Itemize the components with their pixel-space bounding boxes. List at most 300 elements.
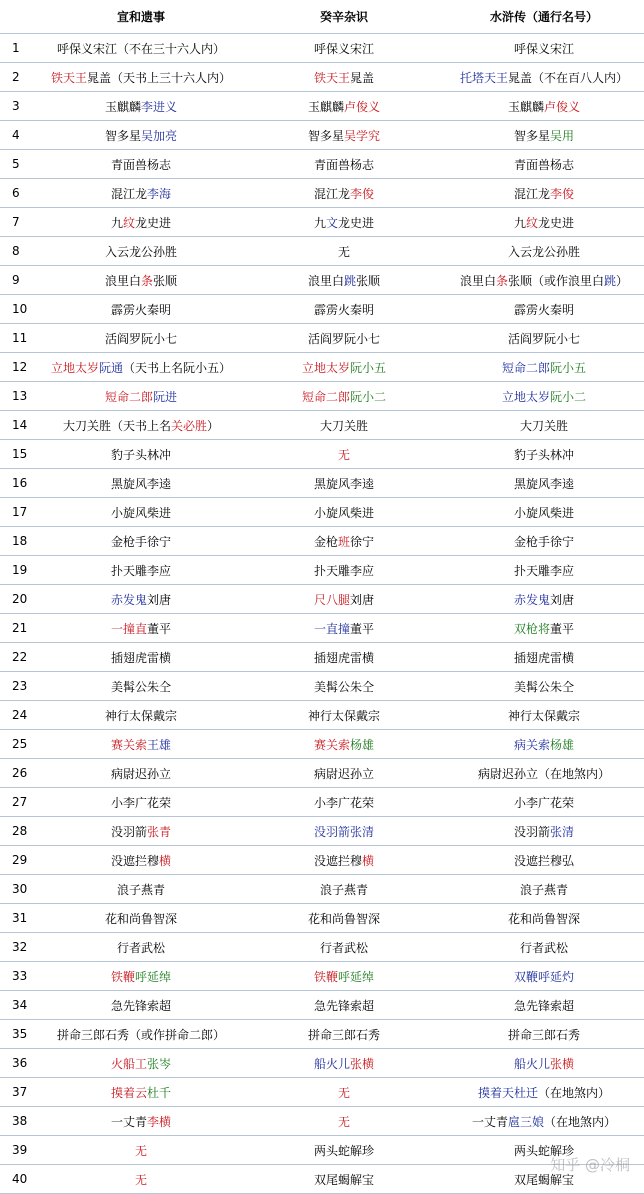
cell-guixin-zashi — [244, 411, 444, 440]
name-segment: （在地煞内） — [538, 1085, 611, 1100]
cell-xuanhe-yishi — [38, 846, 244, 875]
name-segment: 卢俊义 — [344, 99, 381, 114]
name-segment: 小旋风柴进 — [313, 505, 374, 520]
name-segment: 花和尚鲁智深 — [507, 911, 580, 926]
cell-shuihuzhuan — [444, 904, 644, 933]
name-segment: 杨雄 — [350, 737, 375, 752]
table-row — [0, 701, 644, 730]
name-segment: 条 — [140, 273, 153, 288]
name-segment: 智多星 — [307, 128, 344, 143]
name-segment: 没羽箭张清 — [313, 824, 374, 839]
table-row — [0, 1020, 644, 1049]
cell-guixin-zashi — [244, 759, 444, 788]
name-segment: 呼保义宋江 — [513, 41, 574, 56]
row-index: 3 — [0, 92, 38, 121]
table-row — [0, 498, 644, 527]
name-segment: 浪里白 — [104, 273, 141, 288]
row-index: 2 — [0, 63, 38, 92]
cell-xuanhe-yishi — [38, 208, 244, 237]
row-index: 33 — [0, 962, 38, 991]
name-segment: 豹子头林冲 — [110, 447, 171, 462]
name-segment: 九 — [313, 215, 326, 230]
name-segment: 大刀关胜（天书上名 — [62, 418, 171, 433]
row-index: 13 — [0, 382, 38, 411]
cell-guixin-zashi — [244, 846, 444, 875]
name-segment: 董平 — [147, 621, 172, 636]
name-segment: 一丈青 — [110, 1114, 147, 1129]
name-segment: 没遮拦穆 — [110, 853, 159, 868]
cell-shuihuzhuan — [444, 962, 644, 991]
cell-xuanhe-yishi — [38, 527, 244, 556]
name-segment: 一撞直 — [110, 621, 147, 636]
name-segment: 花和尚鲁智深 — [104, 911, 177, 926]
name-segment: 青面兽杨志 — [513, 157, 574, 172]
cell-shuihuzhuan — [444, 1078, 644, 1107]
cell-xuanhe-yishi — [38, 440, 244, 469]
name-segment: 智多星 — [104, 128, 141, 143]
name-segment: 活阎罗阮小七 — [104, 331, 177, 346]
table-row — [0, 875, 644, 904]
name-segment: 龙史进 — [538, 215, 575, 230]
cell-guixin-zashi — [244, 440, 444, 469]
cell-xuanhe-yishi — [38, 875, 244, 904]
name-segment: 跳 — [343, 273, 356, 288]
name-segment: 病尉迟孙立 — [110, 766, 171, 781]
cell-shuihuzhuan — [444, 121, 644, 150]
name-segment: 呼延绰 — [338, 969, 375, 984]
table-row — [0, 614, 644, 643]
row-index: 22 — [0, 643, 38, 672]
name-segment: （在地煞内） — [544, 1114, 617, 1129]
name-segment: 浪里白 — [307, 273, 344, 288]
name-segment: 没遮拦穆 — [313, 853, 362, 868]
cell-guixin-zashi — [244, 353, 444, 382]
cell-xuanhe-yishi — [38, 904, 244, 933]
cell-shuihuzhuan — [444, 933, 644, 962]
row-index: 37 — [0, 1078, 38, 1107]
name-segment: 行者武松 — [116, 940, 165, 955]
name-segment: 神行太保戴宗 — [307, 708, 380, 723]
name-segment: 张岑 — [147, 1056, 172, 1071]
name-segment: 美髯公朱仝 — [110, 679, 171, 694]
name-segment: 横 — [159, 853, 172, 868]
name-segment: 豹子头林冲 — [513, 447, 574, 462]
cell-guixin-zashi — [244, 643, 444, 672]
name-segment: 小旋风柴进 — [110, 505, 171, 520]
cell-shuihuzhuan — [444, 498, 644, 527]
table-row — [0, 527, 644, 556]
row-index: 12 — [0, 353, 38, 382]
cell-shuihuzhuan — [444, 469, 644, 498]
name-segment: 张青 — [147, 824, 172, 839]
cell-xuanhe-yishi — [38, 382, 244, 411]
cell-xuanhe-yishi — [38, 1136, 244, 1165]
name-segment: 李俊 — [550, 186, 575, 201]
cell-guixin-zashi — [244, 295, 444, 324]
name-segment: 李俊 — [350, 186, 375, 201]
cell-shuihuzhuan — [444, 817, 644, 846]
name-segment: 阮小五 — [550, 360, 587, 375]
cell-shuihuzhuan — [444, 237, 644, 266]
row-index: 17 — [0, 498, 38, 527]
table-row — [0, 208, 644, 237]
cell-shuihuzhuan — [444, 614, 644, 643]
name-segment: 徐宁 — [350, 534, 375, 549]
table-row — [0, 353, 644, 382]
name-segment: 张横 — [350, 1056, 375, 1071]
cell-xuanhe-yishi — [38, 179, 244, 208]
header-xuanhe-yishi: 宣和遗事 — [38, 0, 244, 34]
name-segment: 呼延灼 — [538, 969, 575, 984]
cell-guixin-zashi — [244, 585, 444, 614]
cell-guixin-zashi — [244, 730, 444, 759]
cell-guixin-zashi — [244, 179, 444, 208]
cell-xuanhe-yishi — [38, 962, 244, 991]
cell-xuanhe-yishi — [38, 266, 244, 295]
cell-xuanhe-yishi — [38, 353, 244, 382]
cell-guixin-zashi — [244, 701, 444, 730]
name-segment: 文 — [325, 215, 338, 230]
cell-shuihuzhuan — [444, 34, 644, 63]
cell-shuihuzhuan — [444, 556, 644, 585]
cell-xuanhe-yishi — [38, 933, 244, 962]
name-segment: 混江龙 — [110, 186, 147, 201]
name-segment: 阮进 — [153, 389, 178, 404]
name-segment: 没羽箭 — [513, 824, 550, 839]
cell-guixin-zashi — [244, 1136, 444, 1165]
name-segment: 拼命三郎石秀 — [507, 1027, 580, 1042]
cell-shuihuzhuan — [444, 730, 644, 759]
name-segment: 九 — [513, 215, 526, 230]
row-index: 18 — [0, 527, 38, 556]
name-segment: 一丈青 — [471, 1114, 508, 1129]
row-index: 16 — [0, 469, 38, 498]
cell-guixin-zashi — [244, 469, 444, 498]
name-segment: 急先锋索超 — [110, 998, 171, 1013]
name-segment: 黑旋风李逵 — [313, 476, 374, 491]
cell-shuihuzhuan — [444, 991, 644, 1020]
row-index: 24 — [0, 701, 38, 730]
cell-xuanhe-yishi — [38, 469, 244, 498]
cell-guixin-zashi — [244, 498, 444, 527]
name-segment: 龙史进 — [338, 215, 375, 230]
name-segment: 火船工 — [110, 1056, 147, 1071]
cell-shuihuzhuan — [444, 440, 644, 469]
row-index: 15 — [0, 440, 38, 469]
cell-shuihuzhuan — [444, 1020, 644, 1049]
watermark: 知乎 @冷桐 — [550, 1156, 630, 1174]
name-segment: 神行太保戴宗 — [507, 708, 580, 723]
cell-xuanhe-yishi — [38, 730, 244, 759]
table-row — [0, 121, 644, 150]
table-row — [0, 643, 644, 672]
name-segment: 玉麒麟 — [307, 99, 344, 114]
name-segment: 杜迁 — [513, 1085, 538, 1100]
name-segment: 美髯公朱仝 — [313, 679, 374, 694]
name-segment: 双尾蝎解宝 — [313, 1172, 374, 1187]
cell-guixin-zashi — [244, 672, 444, 701]
name-segment: 活阎罗阮小七 — [507, 331, 580, 346]
name-segment: 浪子燕青 — [116, 882, 165, 897]
name-segment: 跳 — [604, 273, 617, 288]
name-segment: 入云龙公孙胜 — [507, 244, 580, 259]
cell-guixin-zashi — [244, 817, 444, 846]
cell-xuanhe-yishi — [38, 92, 244, 121]
cell-shuihuzhuan — [444, 63, 644, 92]
cell-shuihuzhuan — [444, 527, 644, 556]
header-index — [0, 0, 38, 34]
name-segment: 玉麒麟 — [104, 99, 141, 114]
cell-shuihuzhuan — [444, 150, 644, 179]
table-row — [0, 1165, 644, 1194]
table-row — [0, 904, 644, 933]
cell-guixin-zashi — [244, 324, 444, 353]
row-index: 6 — [0, 179, 38, 208]
name-segment: 铁鞭 — [313, 969, 338, 984]
cell-guixin-zashi — [244, 991, 444, 1020]
cell-shuihuzhuan — [444, 1107, 644, 1136]
name-segment: 小李广花荣 — [110, 795, 171, 810]
name-segment: 拼命三郎石秀 — [307, 1027, 380, 1042]
cell-xuanhe-yishi — [38, 63, 244, 92]
name-segment: 船火儿 — [313, 1056, 350, 1071]
name-segment: 托塔天王 — [459, 70, 508, 85]
cell-guixin-zashi — [244, 266, 444, 295]
name-segment: 赤发鬼 — [110, 592, 147, 607]
row-index: 39 — [0, 1136, 38, 1165]
row-index: 21 — [0, 614, 38, 643]
cell-guixin-zashi — [244, 1020, 444, 1049]
name-segment: 摸着天 — [477, 1085, 514, 1100]
cell-guixin-zashi — [244, 121, 444, 150]
table-row — [0, 962, 644, 991]
name-segment: 赛关索 — [313, 737, 350, 752]
cell-shuihuzhuan — [444, 266, 644, 295]
cell-xuanhe-yishi — [38, 1078, 244, 1107]
header-row — [0, 0, 644, 34]
row-index: 23 — [0, 672, 38, 701]
name-segment: 无 — [134, 1172, 147, 1187]
name-segment: 急先锋索超 — [313, 998, 374, 1013]
row-index: 29 — [0, 846, 38, 875]
name-segment: 董平 — [350, 621, 375, 636]
name-segment: 浪子燕青 — [519, 882, 568, 897]
name-segment: 纹 — [525, 215, 538, 230]
name-segment: 短命二郎 — [501, 360, 550, 375]
name-segment: 龙史进 — [135, 215, 172, 230]
name-segment: 小旋风柴进 — [513, 505, 574, 520]
cell-xuanhe-yishi — [38, 556, 244, 585]
cell-shuihuzhuan — [444, 382, 644, 411]
table-row — [0, 34, 644, 63]
cell-xuanhe-yishi — [38, 411, 244, 440]
name-segment: 扑天雕李应 — [313, 563, 374, 578]
name-segment: 美髯公朱仝 — [513, 679, 574, 694]
name-segment: 两头蛇解珍 — [313, 1143, 374, 1158]
name-segment: 李横 — [147, 1114, 172, 1129]
name-segment: 行者武松 — [319, 940, 368, 955]
name-segment: 横 — [362, 853, 375, 868]
name-segment: 卢俊义 — [544, 99, 581, 114]
name-segment: 张顺 — [356, 273, 381, 288]
row-index: 40 — [0, 1165, 38, 1194]
name-segment: 玉麒麟 — [507, 99, 544, 114]
name-segment: ） — [207, 418, 220, 433]
cell-guixin-zashi — [244, 208, 444, 237]
name-segment: 赛关索 — [110, 737, 147, 752]
cell-guixin-zashi — [244, 1107, 444, 1136]
name-segment: 活阎罗阮小七 — [307, 331, 380, 346]
name-segment: 呼保义宋江（不在三十六人内） — [56, 41, 225, 56]
name-segment: 吴学究 — [344, 128, 381, 143]
name-segment: 张横 — [550, 1056, 575, 1071]
name-segment: 霹雳火秦明 — [110, 302, 171, 317]
cell-xuanhe-yishi — [38, 324, 244, 353]
cell-xuanhe-yishi — [38, 672, 244, 701]
name-segment: 病关索 — [513, 737, 550, 752]
cell-xuanhe-yishi — [38, 585, 244, 614]
cell-xuanhe-yishi — [38, 991, 244, 1020]
table-row — [0, 1107, 644, 1136]
row-index: 31 — [0, 904, 38, 933]
name-segment: 入云龙公孙胜 — [104, 244, 177, 259]
cell-xuanhe-yishi — [38, 1020, 244, 1049]
name-segment: 阮通 — [98, 360, 123, 375]
name-segment: 刘唐 — [147, 592, 172, 607]
cell-xuanhe-yishi — [38, 614, 244, 643]
table-row — [0, 846, 644, 875]
name-segment: 摸着云 — [110, 1085, 147, 1100]
name-segment: 关必胜 — [170, 418, 207, 433]
name-segment: 晁盖 — [350, 70, 375, 85]
name-segment: 晁盖（不在百八人内） — [508, 70, 629, 85]
cell-shuihuzhuan — [444, 701, 644, 730]
name-segment: ） — [616, 273, 629, 288]
table-row — [0, 817, 644, 846]
table-row — [0, 237, 644, 266]
name-segment: 浪里白 — [459, 273, 496, 288]
name-segment: 立地太岁 — [301, 360, 350, 375]
cell-guixin-zashi — [244, 237, 444, 266]
name-segment: 班 — [337, 534, 350, 549]
name-segment: 插翅虎雷横 — [313, 650, 374, 665]
name-segment: 董平 — [550, 621, 575, 636]
row-index: 4 — [0, 121, 38, 150]
name-segment: 两头蛇解珍 — [513, 1143, 574, 1158]
table-row — [0, 672, 644, 701]
cell-shuihuzhuan — [444, 92, 644, 121]
row-index: 1 — [0, 34, 38, 63]
name-segment: 金枪手徐宁 — [513, 534, 574, 549]
name-segment: 船火儿 — [513, 1056, 550, 1071]
name-segment: 一直撞 — [313, 621, 350, 636]
name-segment: 拼命三郎石秀（或作拼命二郎） — [56, 1027, 225, 1042]
cell-guixin-zashi — [244, 63, 444, 92]
name-segment: 扑天雕李应 — [513, 563, 574, 578]
name-segment: 无 — [337, 1114, 350, 1129]
cell-guixin-zashi — [244, 788, 444, 817]
row-index: 34 — [0, 991, 38, 1020]
row-index: 7 — [0, 208, 38, 237]
row-index: 9 — [0, 266, 38, 295]
name-segment: 九 — [110, 215, 123, 230]
cell-shuihuzhuan — [444, 411, 644, 440]
cell-shuihuzhuan — [444, 324, 644, 353]
cell-guixin-zashi — [244, 527, 444, 556]
row-index: 28 — [0, 817, 38, 846]
name-segment: 杨雄 — [550, 737, 575, 752]
name-segment: 短命二郎 — [104, 389, 153, 404]
name-segment: 大刀关胜 — [319, 418, 368, 433]
cell-guixin-zashi — [244, 92, 444, 121]
table-row — [0, 1078, 644, 1107]
cell-shuihuzhuan — [444, 179, 644, 208]
cell-guixin-zashi — [244, 1165, 444, 1194]
name-segment: 没羽箭 — [110, 824, 147, 839]
table-row — [0, 730, 644, 759]
row-index: 30 — [0, 875, 38, 904]
name-segment: 杜千 — [147, 1085, 172, 1100]
name-segment: 插翅虎雷横 — [513, 650, 574, 665]
cell-guixin-zashi — [244, 962, 444, 991]
table-row — [0, 1049, 644, 1078]
name-segment: 霹雳火秦明 — [513, 302, 574, 317]
name-segment: 混江龙 — [513, 186, 550, 201]
name-segment: 金枪 — [313, 534, 338, 549]
name-segment: 阮小二 — [350, 389, 387, 404]
row-index: 32 — [0, 933, 38, 962]
table-row — [0, 556, 644, 585]
table-row — [0, 179, 644, 208]
table-row — [0, 788, 644, 817]
cell-shuihuzhuan — [444, 788, 644, 817]
table-row — [0, 266, 644, 295]
name-segment: （天书上名阮小五） — [123, 360, 232, 375]
row-index: 11 — [0, 324, 38, 353]
cell-xuanhe-yishi — [38, 121, 244, 150]
name-segment: 无 — [134, 1143, 147, 1158]
name-segment: 没遮拦穆弘 — [513, 853, 574, 868]
cell-xuanhe-yishi — [38, 237, 244, 266]
cell-xuanhe-yishi — [38, 788, 244, 817]
name-segment: 青面兽杨志 — [313, 157, 374, 172]
name-segment: 急先锋索超 — [513, 998, 574, 1013]
table-body — [0, 34, 644, 1194]
cell-xuanhe-yishi — [38, 701, 244, 730]
cell-xuanhe-yishi — [38, 817, 244, 846]
name-segment: 病尉迟孙立（在地煞内） — [477, 766, 610, 781]
cell-shuihuzhuan — [444, 643, 644, 672]
cell-guixin-zashi — [244, 933, 444, 962]
header-guixin-zashi: 癸辛杂识 — [244, 0, 444, 34]
name-segment: 病尉迟孙立 — [313, 766, 374, 781]
row-index: 19 — [0, 556, 38, 585]
name-segment: 立地太岁 — [50, 360, 99, 375]
row-index: 36 — [0, 1049, 38, 1078]
cell-xuanhe-yishi — [38, 643, 244, 672]
name-segment: 花和尚鲁智深 — [307, 911, 380, 926]
table-row — [0, 92, 644, 121]
table-row — [0, 382, 644, 411]
cell-guixin-zashi — [244, 1078, 444, 1107]
cell-guixin-zashi — [244, 614, 444, 643]
name-segment: 短命二郎 — [301, 389, 350, 404]
cell-guixin-zashi — [244, 875, 444, 904]
name-segment: 神行太保戴宗 — [104, 708, 177, 723]
cell-guixin-zashi — [244, 1049, 444, 1078]
cell-guixin-zashi — [244, 34, 444, 63]
table-row — [0, 1136, 644, 1165]
